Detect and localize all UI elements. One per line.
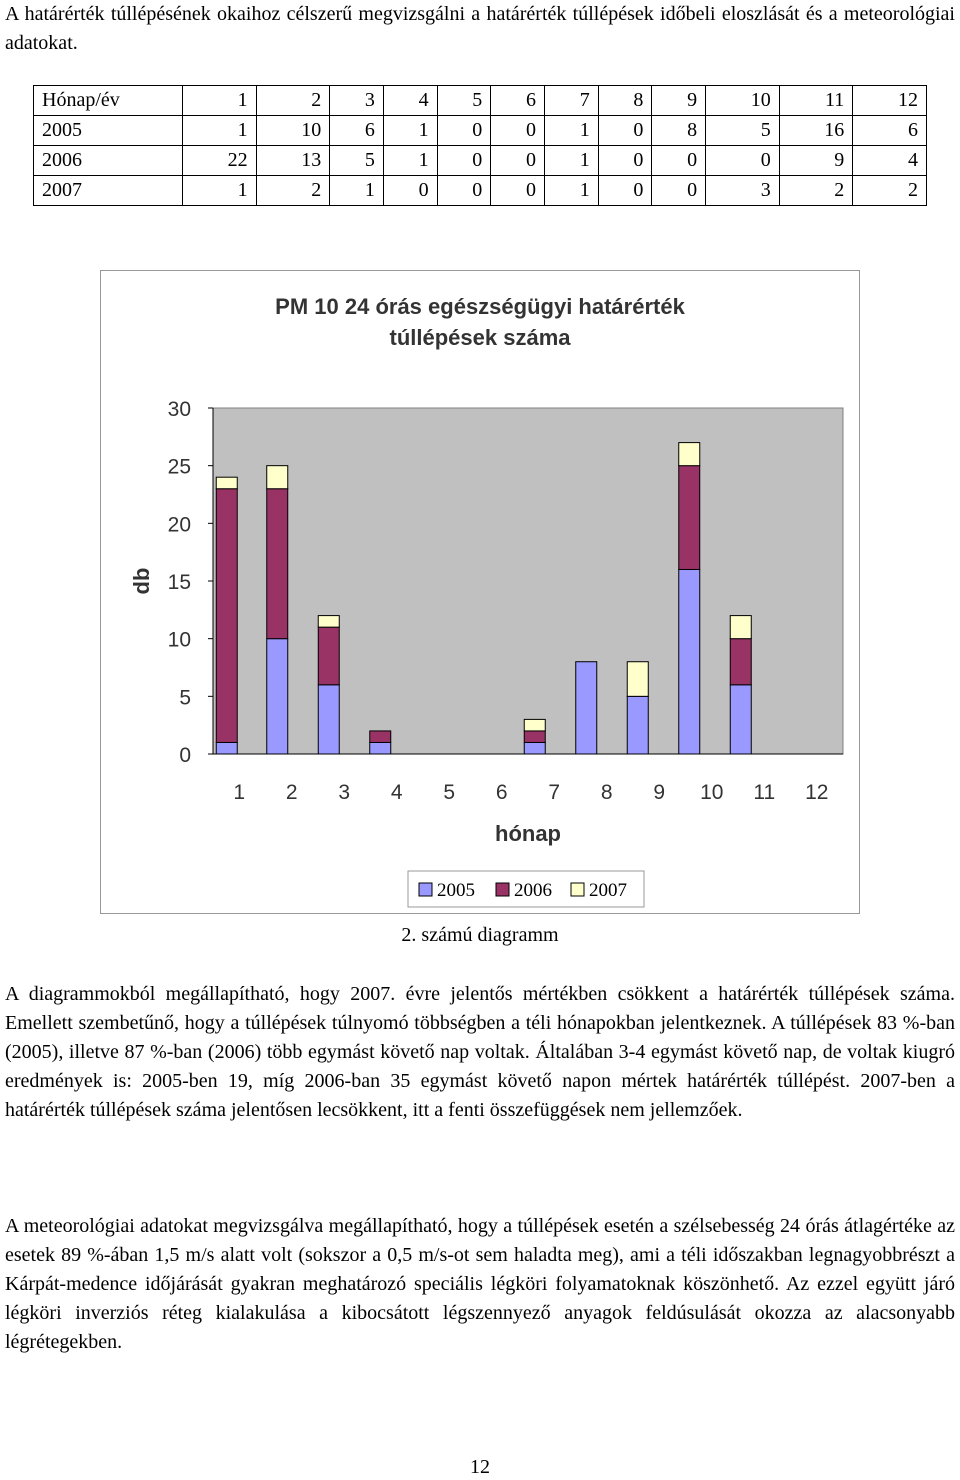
x-tick-label: 2 — [285, 781, 298, 804]
y-axis-label: db — [129, 567, 154, 595]
exceedance-table — [33, 85, 927, 206]
legend-label: 2005 — [437, 880, 475, 901]
y-tick-label: 30 — [167, 398, 191, 421]
bar-segment — [730, 685, 751, 754]
table-row-label: 2005 — [34, 116, 183, 146]
table-cell: 0 — [383, 176, 437, 206]
table-cell: 5 — [330, 146, 384, 176]
table-cell: 3 — [330, 86, 384, 116]
x-tick-label: 12 — [805, 781, 829, 804]
y-tick-label: 15 — [167, 571, 191, 594]
x-tick-label: 9 — [653, 781, 666, 804]
legend-swatch — [419, 883, 432, 896]
table-cell: 9 — [652, 86, 706, 116]
x-tick-label: 7 — [548, 781, 561, 804]
x-tick-label: 1 — [233, 781, 246, 804]
table-cell: 0 — [491, 176, 545, 206]
chart-frame — [100, 270, 860, 914]
table-cell: 22 — [183, 146, 257, 176]
table-cell: 2 — [779, 176, 853, 206]
bar-segment — [267, 489, 288, 639]
table-row — [34, 146, 927, 176]
bar-segment — [524, 719, 545, 731]
chart-title: PM 10 24 órás egészségügyi határérték — [275, 294, 685, 319]
bar-segment — [318, 616, 339, 628]
table-cell: 13 — [256, 146, 330, 176]
table-cell: 2 — [853, 176, 927, 206]
table-cell: 7 — [545, 86, 599, 116]
table-cell: 1 — [383, 146, 437, 176]
table-cell: 2 — [256, 176, 330, 206]
bar-segment — [679, 466, 700, 570]
y-tick-label: 0 — [179, 744, 191, 767]
table-cell: 4 — [853, 146, 927, 176]
chart-caption: 2. számú diagramm — [401, 924, 559, 946]
x-tick-label: 10 — [700, 781, 724, 804]
x-tick-label: 3 — [338, 781, 351, 804]
table-cell: 16 — [779, 116, 853, 146]
table-row — [34, 176, 927, 206]
intro-paragraph: A határérték túllépésének okaihoz célszerű megvizsgálni a határérték túllépések időbeli eloszlását és a meteorológiai adatokat. — [5, 3, 955, 54]
table-cell: 6 — [491, 86, 545, 116]
table-cell: 0 — [706, 146, 780, 176]
table-cell: 0 — [652, 176, 706, 206]
table-cell: 8 — [652, 116, 706, 146]
legend-swatch — [496, 883, 509, 896]
x-tick-label: 11 — [753, 781, 776, 804]
bar-segment — [267, 639, 288, 754]
bar-segment — [524, 731, 545, 743]
y-tick-label: 5 — [179, 686, 191, 710]
table-cell: 3 — [706, 176, 780, 206]
page-number: 12 — [470, 1456, 490, 1478]
table-cell: 0 — [598, 116, 652, 146]
table-row — [34, 116, 927, 146]
table-cell: 1 — [183, 86, 257, 116]
y-tick-label: 20 — [167, 513, 191, 537]
table-cell: 5 — [437, 86, 491, 116]
y-tick-label: 25 — [167, 455, 191, 479]
table-cell: 1 — [545, 146, 599, 176]
chart-title: túllépések száma — [389, 325, 571, 350]
table-cell: 6 — [853, 116, 927, 146]
table-row-label: Hónap/év — [34, 86, 183, 116]
table-cell: 10 — [706, 86, 780, 116]
x-axis-label: hónap — [495, 821, 561, 846]
table-cell: 10 — [256, 116, 330, 146]
legend-swatch — [571, 883, 584, 896]
bar-segment — [524, 742, 545, 754]
bar-segment — [576, 662, 597, 754]
bar-segment — [679, 569, 700, 754]
bar-segment — [627, 696, 648, 754]
table-row-label: 2006 — [34, 146, 183, 176]
bar-segment — [267, 466, 288, 489]
table-cell: 1 — [545, 116, 599, 146]
analysis-paragraph: A diagrammokból megállapítható, hogy 2007. évre jelentős mértékben csökkent a határérték túllépések száma. Emellett szembetűnő, hogy a túllépések túlnyomó többségben a téli hónapokban jelentkeznek. A túllépések 83 %-ban (2005), illetve 87 %-ban (2006) több egymást követő nap voltak. Általában 3-4 egymást követő nap, de voltak kiugró eredmények is: 2005-ben 19, míg 2006-ban 35 egymást követő napon mértek határérték túllépést. 2007-ben a határérték túllépések száma jelentősen lecsökkent, itt a fenti összefüggések nem jellemzőek. — [5, 983, 955, 1121]
table-cell: 1 — [383, 116, 437, 146]
table-cell: 4 — [383, 86, 437, 116]
x-tick-label: 4 — [390, 781, 403, 804]
table-cell: 8 — [598, 86, 652, 116]
table-cell: 0 — [437, 176, 491, 206]
table-cell: 2 — [256, 86, 330, 116]
y-tick-label: 10 — [167, 628, 191, 652]
table-cell: 0 — [491, 116, 545, 146]
table-cell: 11 — [779, 86, 853, 116]
bar-segment — [318, 685, 339, 754]
legend-label: 2007 — [589, 880, 627, 901]
bar-segment — [679, 443, 700, 466]
table-cell: 1 — [545, 176, 599, 206]
bar-segment — [730, 616, 751, 639]
table-cell: 1 — [183, 176, 257, 206]
bar-segment — [216, 742, 237, 754]
table-cell: 0 — [437, 146, 491, 176]
bar-segment — [216, 477, 237, 489]
bar-segment — [318, 627, 339, 685]
table-row-label: 2007 — [34, 176, 183, 206]
table-cell: 12 — [853, 86, 927, 116]
table-cell: 5 — [706, 116, 780, 146]
bar-segment — [730, 639, 751, 685]
bar-segment — [627, 662, 648, 697]
meteorology-paragraph: A meteorológiai adatokat megvizsgálva megállapítható, hogy a túllépések esetén a szélsebesség 24 órás átlagértéke az esetek 89 %-ában 1,5 m/s alatt volt (sokszor a 0,5 m/s-ot sem haladta meg), ami a téli időszakban legnagyobbrészt a Kárpát-medence időjárását gyakran meghatározó speciális légköri folyamatoknak köszönhető. Az ezzel együtt járó légköri inverziós réteg kialakulása a kibocsátott légszennyező anyagok feldúsulását okozza az alacsonyabb légrétegekben. — [5, 1215, 955, 1353]
bar-segment — [370, 731, 391, 743]
table-cell: 1 — [330, 176, 384, 206]
stacked-bar-chart — [101, 271, 859, 913]
table-cell: 0 — [437, 116, 491, 146]
x-tick-label: 5 — [443, 781, 456, 804]
x-tick-label: 6 — [495, 781, 508, 804]
bar-segment — [216, 489, 237, 743]
legend-label: 2006 — [514, 880, 552, 901]
x-tick-label: 8 — [600, 781, 613, 804]
table-cell: 0 — [598, 146, 652, 176]
table-cell: 0 — [491, 146, 545, 176]
bar-segment — [370, 742, 391, 754]
table-cell: 0 — [652, 146, 706, 176]
table-cell: 9 — [779, 146, 853, 176]
table-cell: 6 — [330, 116, 384, 146]
table-header-row — [34, 86, 927, 116]
table-cell: 1 — [183, 116, 257, 146]
table-cell: 0 — [598, 176, 652, 206]
